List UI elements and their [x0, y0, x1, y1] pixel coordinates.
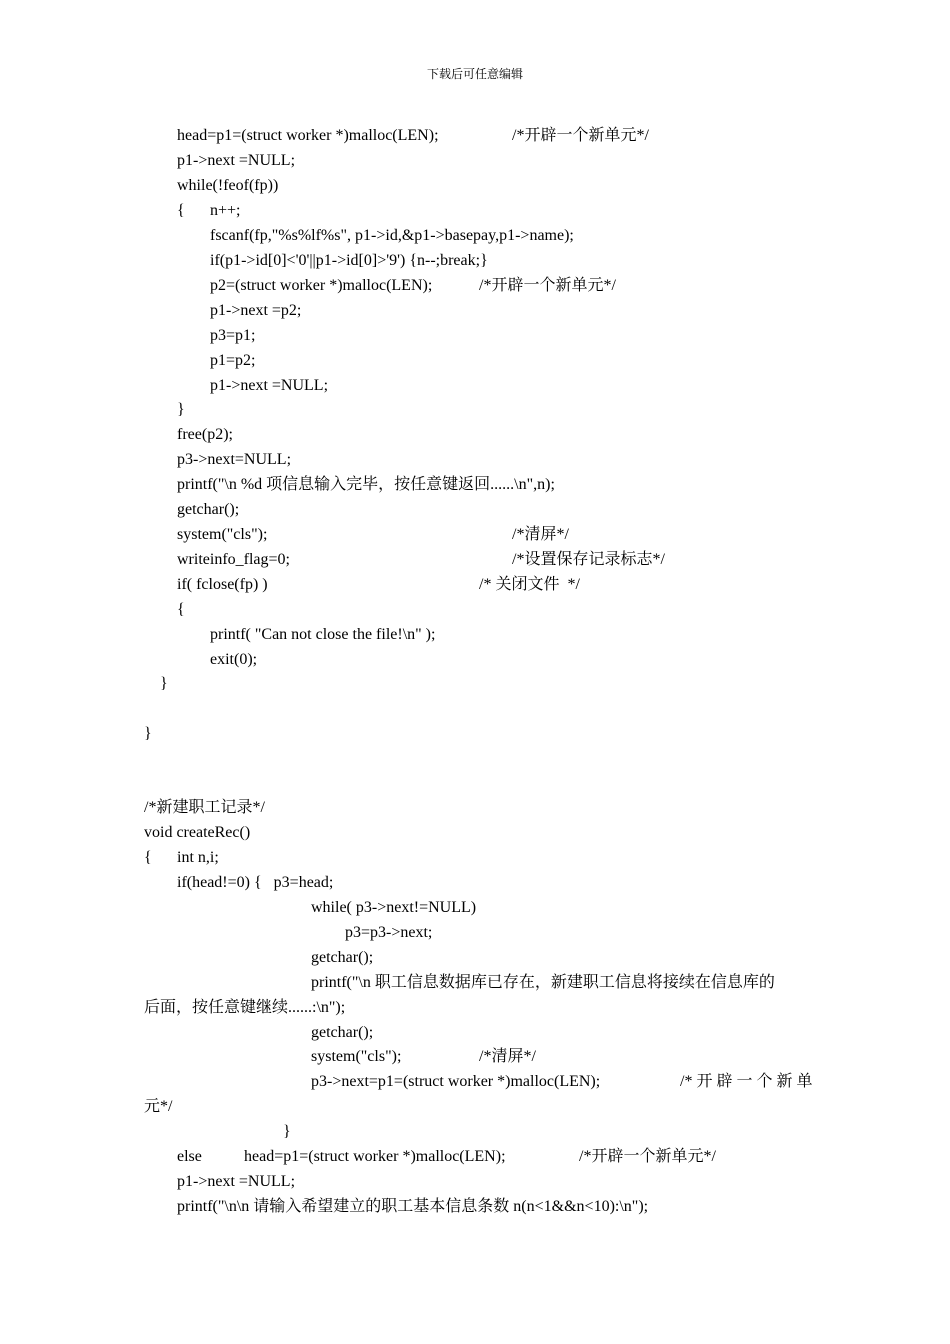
code-line: void createRec()	[144, 824, 251, 841]
code-line: p1->next =NULL;	[177, 152, 296, 169]
code-line: head=p1=(struct worker *)malloc(LEN);	[177, 127, 439, 144]
code-line: head=p1=(struct worker *)malloc(LEN);	[244, 1148, 506, 1165]
code-comment: /*开辟一个新单元*/	[579, 1148, 716, 1165]
code-comment: /*新建职工记录*/	[144, 799, 265, 816]
code-line: }	[283, 1123, 291, 1140]
code-line: while( p3->next!=NULL)	[311, 899, 477, 916]
code-comment: /* 开 辟 一 个 新 单	[680, 1073, 813, 1090]
code-line: p1->next =p2;	[210, 302, 302, 319]
code-line: printf("\n\n 请输入希望建立的职工基本信息条数 n(n<1&&n<10):\n");	[177, 1198, 649, 1215]
code-line: free(p2);	[177, 426, 233, 443]
code-line: {	[177, 601, 185, 618]
page-header: 下载后可任意编辑	[426, 67, 523, 81]
code-line: p3->next=p1=(struct worker *)malloc(LEN);	[311, 1073, 601, 1090]
code-line: system("cls");	[177, 526, 268, 543]
code-line: p3=p3->next;	[345, 924, 433, 941]
code-comment: /*清屏*/	[512, 526, 569, 543]
code-line: }	[144, 725, 152, 742]
code-line: printf("\n 职工信息数据库已存在，新建职工信息将接续在信息库的	[311, 974, 775, 991]
code-comment: /*开辟一个新单元*/	[512, 127, 649, 144]
code-line: p2=(struct worker *)malloc(LEN);	[210, 277, 433, 294]
code-line: p1->next =NULL;	[210, 377, 329, 394]
code-comment: /* 关闭文件 */	[479, 576, 580, 593]
code-line: while(!feof(fp))	[177, 177, 279, 194]
code-comment: 元*/	[144, 1098, 173, 1115]
code-comment: /*开辟一个新单元*/	[479, 277, 616, 294]
code-line: if(head!=0) { p3=head;	[177, 874, 334, 891]
code-line: p1=p2;	[210, 352, 256, 369]
code-line: }	[177, 401, 185, 418]
code-line: p3=p1;	[210, 327, 256, 344]
code-line: getchar();	[311, 949, 374, 966]
code-line: printf( "Can not close the file!\n" );	[210, 626, 436, 643]
code-line: writeinfo_flag=0;	[177, 551, 290, 568]
code-line: {	[144, 849, 152, 866]
code-line: getchar();	[177, 501, 240, 518]
code-line: system("cls");	[311, 1048, 402, 1065]
code-line: {	[177, 202, 185, 219]
code-line: if( fclose(fp) )	[177, 576, 268, 593]
code-line: p3->next=NULL;	[177, 451, 292, 468]
code-line: if(p1->id[0]<'0'||p1->id[0]>'9') {n--;break;}	[210, 252, 488, 269]
code-line: 后面，按任意键继续......:\n");	[144, 999, 346, 1016]
code-comment: /*设置保存记录标志*/	[512, 551, 665, 568]
code-line: }	[160, 675, 168, 692]
code-line: else	[177, 1148, 202, 1165]
code-line: p1->next =NULL;	[177, 1173, 296, 1190]
code-line: getchar();	[311, 1024, 374, 1041]
code-comment: /*清屏*/	[479, 1048, 536, 1065]
code-line: printf("\n %d 项信息输入完毕，按任意键返回......\n",n);	[177, 476, 555, 493]
code-line: fscanf(fp,"%s%lf%s", p1->id,&p1->basepay,p1->name);	[210, 227, 574, 244]
code-line: exit(0);	[210, 651, 258, 668]
code-line: int n,i;	[177, 849, 219, 866]
code-line: n++;	[210, 202, 241, 219]
